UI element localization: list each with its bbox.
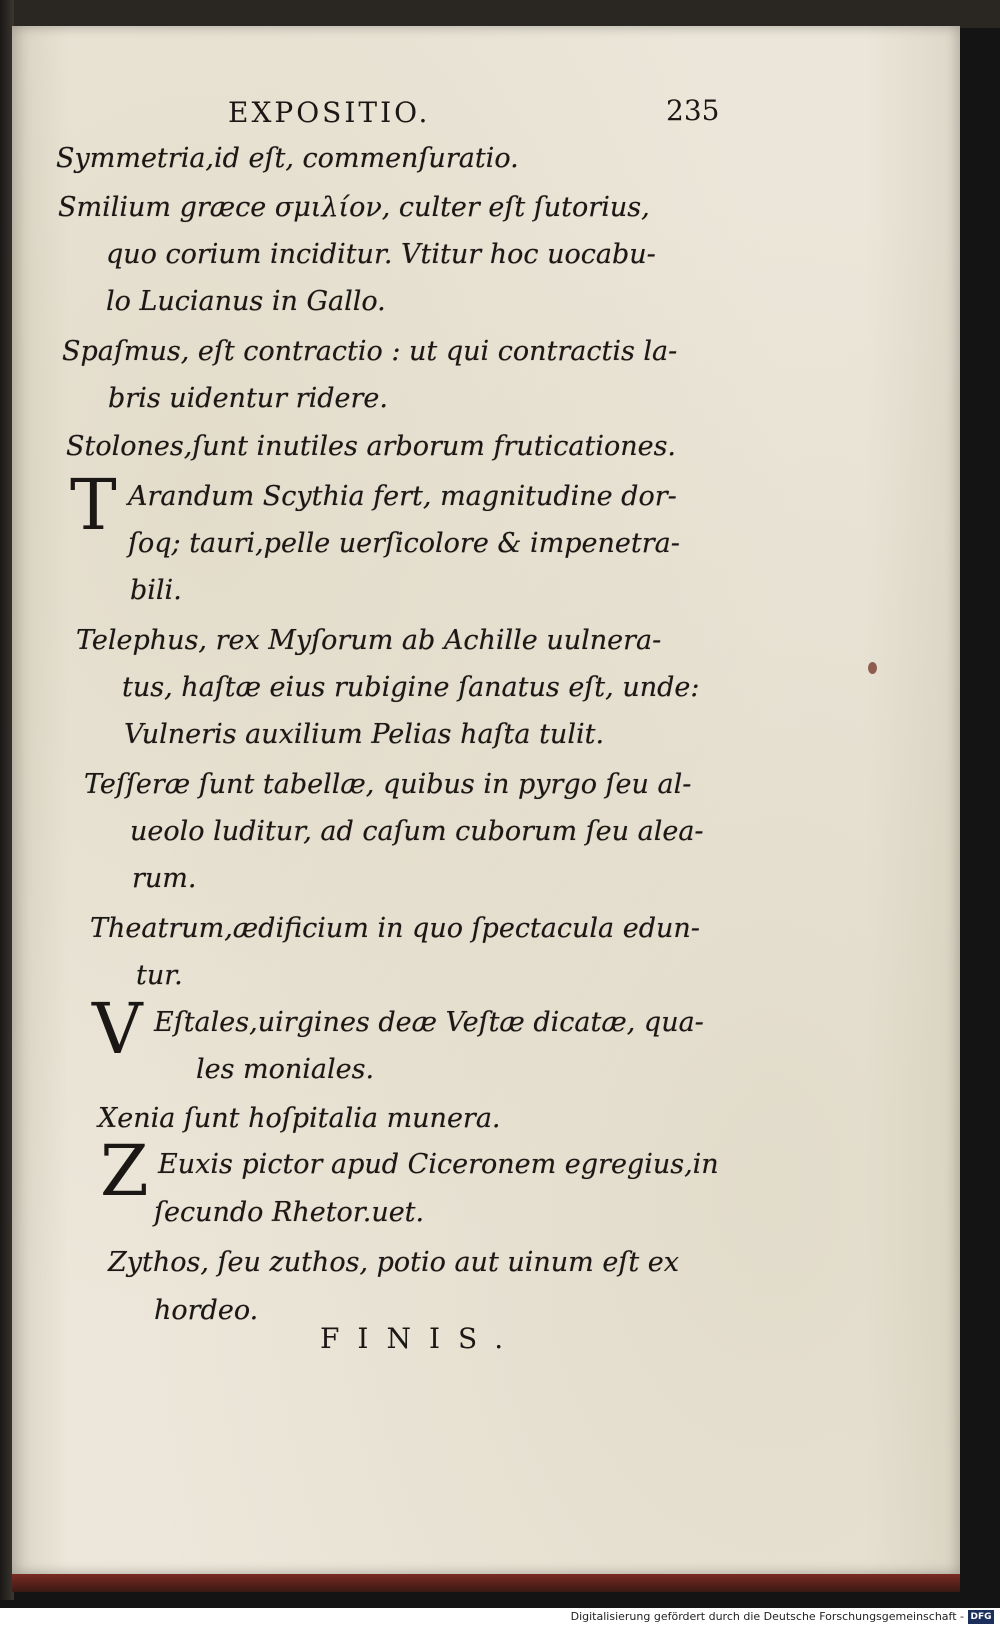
dfg-logo: DFG xyxy=(968,1610,994,1624)
entry-line: lo Lucianus in Gallo. xyxy=(106,286,386,317)
decorated-initial-v: V xyxy=(92,988,143,1070)
entry-line: tur. xyxy=(136,960,183,991)
entry-line: ſecundo Rhetor.uet. xyxy=(154,1197,425,1228)
ink-blot xyxy=(868,662,877,674)
decorated-initial-z: Z xyxy=(100,1130,149,1212)
scan-background-top xyxy=(0,0,1000,28)
entry-line: rum. xyxy=(132,863,197,894)
entry-line: Teſſeræ ſunt tabellæ, quibus in pyrgo ſeu al- xyxy=(84,769,692,800)
entry-line: Vulneris auxilium Pelias haſta tulit. xyxy=(124,719,605,750)
entry-line: les moniales. xyxy=(196,1054,375,1085)
entry-line: Theatrum,ædificium in quo ſpectacula edun- xyxy=(90,913,700,944)
entry-line: Spaſmus, eſt contractio : ut qui contractis la- xyxy=(62,336,678,367)
entry-line: tus, haſtæ eius rubigine ſanatus eſt, unde: xyxy=(122,672,700,703)
entry-line: quo corium inciditur. Vtitur hoc uocabu- xyxy=(106,239,656,270)
entry-line: Zythos, ſeu zuthos, potio aut uinum eſt ex xyxy=(108,1247,679,1278)
entry-line: bili. xyxy=(130,575,182,606)
running-header-title: EXPOSITIO. xyxy=(228,96,431,129)
entry-line: ſoq; tauri,pelle uerſicolore & impenetra- xyxy=(128,528,680,559)
entry-line: Stolones,ſunt inutiles arborum fruticationes. xyxy=(66,431,677,462)
finis-colophon: FINIS. xyxy=(320,1322,522,1355)
entry-line: Xenia ſunt hoſpitalia munera. xyxy=(98,1103,501,1134)
funding-credit: Digitalisierung gefördert durch die Deutsche Forschungsgemeinschaft - xyxy=(570,1610,964,1623)
entry-line: Arandum Scythia fert, magnitudine dor- xyxy=(128,481,677,512)
entry-line: Eſtales,uirgines deæ Veſtæ dicatæ, qua- xyxy=(154,1007,704,1038)
entry-line: Euxis pictor apud Ciceronem egregius,in xyxy=(158,1149,719,1180)
page-number: 235 xyxy=(666,94,720,127)
entry-line: Telephus, rex Myſorum ab Achille uulnera- xyxy=(76,625,662,656)
entry-line: hordeo. xyxy=(154,1295,259,1326)
page-bottom-edge xyxy=(12,1574,960,1592)
entry-line: Symmetria,id eſt, commenſuratio. xyxy=(56,143,519,174)
entry-line: Smilium græce σμιλίον, culter eſt ſutorius, xyxy=(58,192,650,223)
decorated-initial-t: T xyxy=(70,464,117,546)
entry-line: bris uidentur ridere. xyxy=(108,383,388,414)
entry-line: ueolo luditur, ad caſum cuborum ſeu alea- xyxy=(130,816,704,847)
